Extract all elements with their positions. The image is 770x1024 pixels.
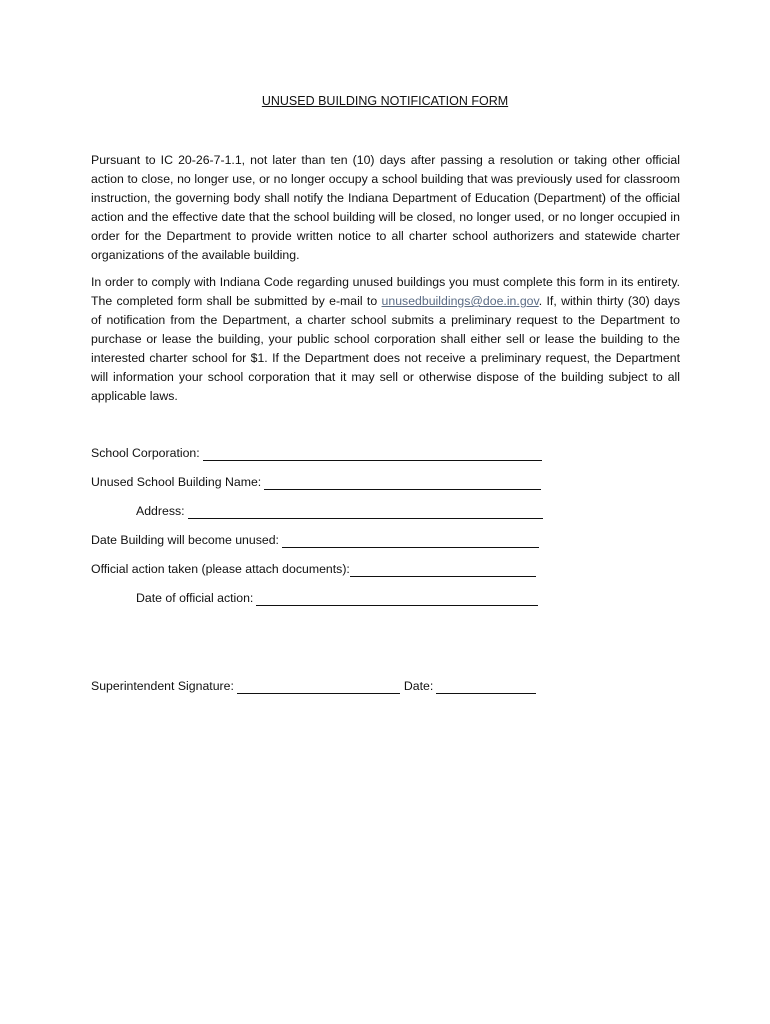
- unused-building-name-input[interactable]: [264, 477, 541, 490]
- school-corporation-label: School Corporation:: [91, 446, 200, 460]
- school-corporation-row: [91, 445, 542, 461]
- signature-row: [91, 678, 536, 694]
- signature-date-input[interactable]: [436, 681, 536, 694]
- official-action-input[interactable]: [350, 564, 536, 577]
- superintendent-signature-input[interactable]: [237, 681, 400, 694]
- intro-paragraph: Pursuant to IC 20-26-7-1.1, not later than ten (10) days after passing a resolution or taking other official action to close, no longer use, or no longer occupy a school building that was previously used for classroom instruction, the governing body shall notify the Indiana Department of Education (Department) of the official action and the effective date that the school building will be closed, no longer used, or no longer occupied in order for the Department to provide written notice to all charter school authorizers and statewide charter organizations of the available building.: [91, 153, 680, 262]
- address-row: [136, 503, 543, 519]
- instructions-paragraph: [91, 273, 680, 406]
- superintendent-signature-label: Superintendent Signature:: [91, 679, 234, 693]
- date-official-action-input[interactable]: [256, 593, 538, 606]
- form-title: UNUSED BUILDING NOTIFICATION FORM: [261, 94, 509, 108]
- signature-date-label: Date:: [403, 679, 434, 693]
- date-unused-label: Date Building will become unused:: [91, 533, 279, 547]
- date-unused-row: [91, 532, 539, 548]
- email-link[interactable]: unusedbuildings@doe.in.gov: [381, 294, 539, 308]
- address-label: Address:: [136, 504, 185, 518]
- date-unused-input[interactable]: [282, 535, 539, 548]
- instructions-text-end: . If, within thirty (30) days of notification from the Department, a charter school submits a preliminary request to the Department to purchase or lease the building, your public school corporation shall either sell or lease the building to the interested charter school for $1. If the Department does not receive a preliminary request, the Department will information your school corporation that it may sell or otherwise dispose of the building subject to all applicable laws.: [91, 294, 680, 403]
- address-input[interactable]: [188, 506, 543, 519]
- official-action-row: [91, 561, 536, 577]
- date-official-action-row: [136, 590, 538, 606]
- unused-building-name-row: [91, 474, 541, 490]
- official-action-label: Official action taken (please attach documents):: [91, 562, 350, 576]
- instructions-text-start: In order to comply with Indiana Code regarding unused buildings you must complete this form in its entirety. The completed form shall be submitted by e-mail to: [91, 275, 680, 308]
- unused-building-name-label: Unused School Building Name:: [91, 475, 262, 489]
- school-corporation-input[interactable]: [203, 448, 542, 461]
- date-official-action-label: Date of official action:: [136, 591, 254, 605]
